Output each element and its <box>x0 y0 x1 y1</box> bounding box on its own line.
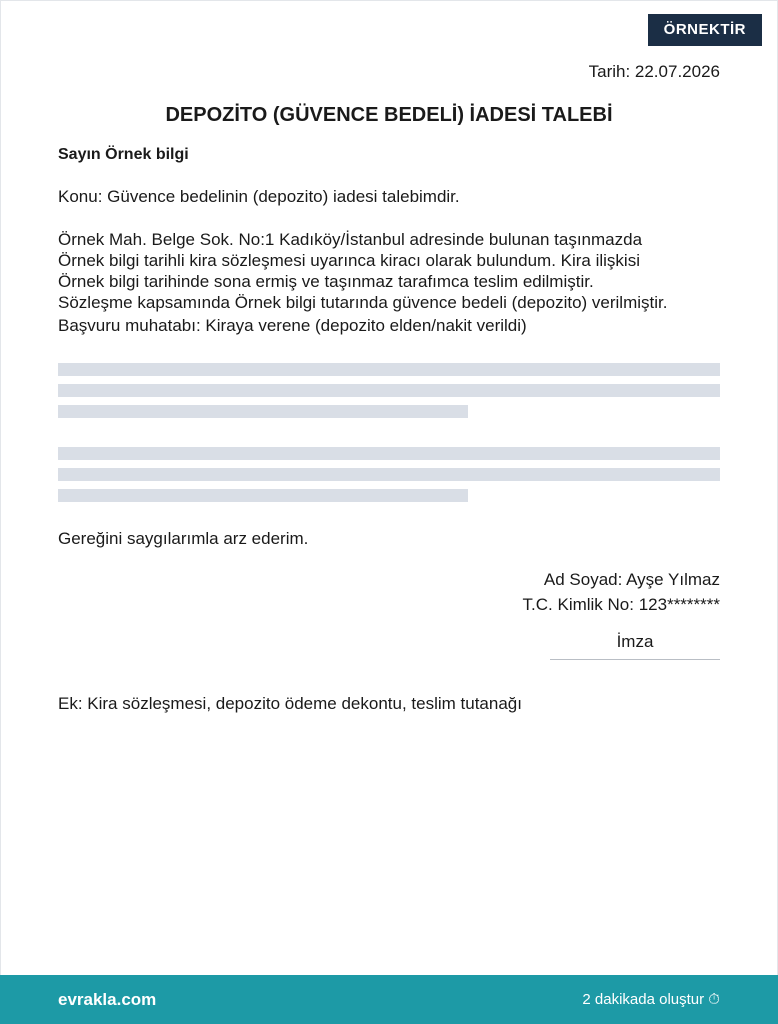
signature-line <box>550 659 720 660</box>
signer-name: Ad Soyad: Ayşe Yılmaz <box>543 570 720 589</box>
redacted-text-bar <box>58 489 468 502</box>
footer-bar <box>0 975 778 1024</box>
redacted-text-bar <box>58 468 720 481</box>
body-line: Başvuru muhatabı: Kiraya verene (depozito elden/nakit verildi) <box>58 316 527 335</box>
salutation: Sayın Örnek bilgi <box>58 146 189 163</box>
document-date: Tarih: 22.07.2026 <box>588 62 720 81</box>
subject-line: Konu: Güvence bedelinin (depozito) iadesi talebimdir. <box>58 187 460 206</box>
footer-brand[interactable]: evrakla.com <box>58 990 157 1009</box>
document-title: DEPOZİTO (GÜVENCE BEDELİ) İADESİ TALEBİ <box>165 104 613 126</box>
body-line: Örnek bilgi tarihinde sona ermiş ve taşınmaz tarafımca teslim edilmiştir. <box>58 272 594 291</box>
create-document-link[interactable]: 2 dakikada oluştur ⏱ <box>582 991 720 1008</box>
redacted-text-bar <box>58 447 720 460</box>
body-line: Sözleşme kapsamında Örnek bilgi tutarında güvence bedeli (depozito) verilmiştir. <box>58 293 668 312</box>
sample-badge: ÖRNEKTİR <box>648 14 762 46</box>
signature-label: İmza <box>616 632 654 651</box>
body-line: Örnek bilgi tarihli kira sözleşmesi uyarınca kiracı olarak bulundum. Kira ilişkisi <box>58 251 640 270</box>
body-line: Örnek Mah. Belge Sok. No:1 Kadıköy/İstanbul adresinde bulunan taşınmazda <box>58 230 643 249</box>
redacted-text-bar <box>58 363 720 376</box>
redacted-text-bar <box>58 384 720 397</box>
signer-id-number: T.C. Kimlik No: 123******** <box>522 595 720 614</box>
attachments-line: Ek: Kira sözleşmesi, depozito ödeme dekontu, teslim tutanağı <box>58 694 522 713</box>
closing-line: Gereğini saygılarımla arz ederim. <box>58 529 309 548</box>
body-paragraph <box>58 229 726 336</box>
redacted-text-bar <box>58 405 468 418</box>
